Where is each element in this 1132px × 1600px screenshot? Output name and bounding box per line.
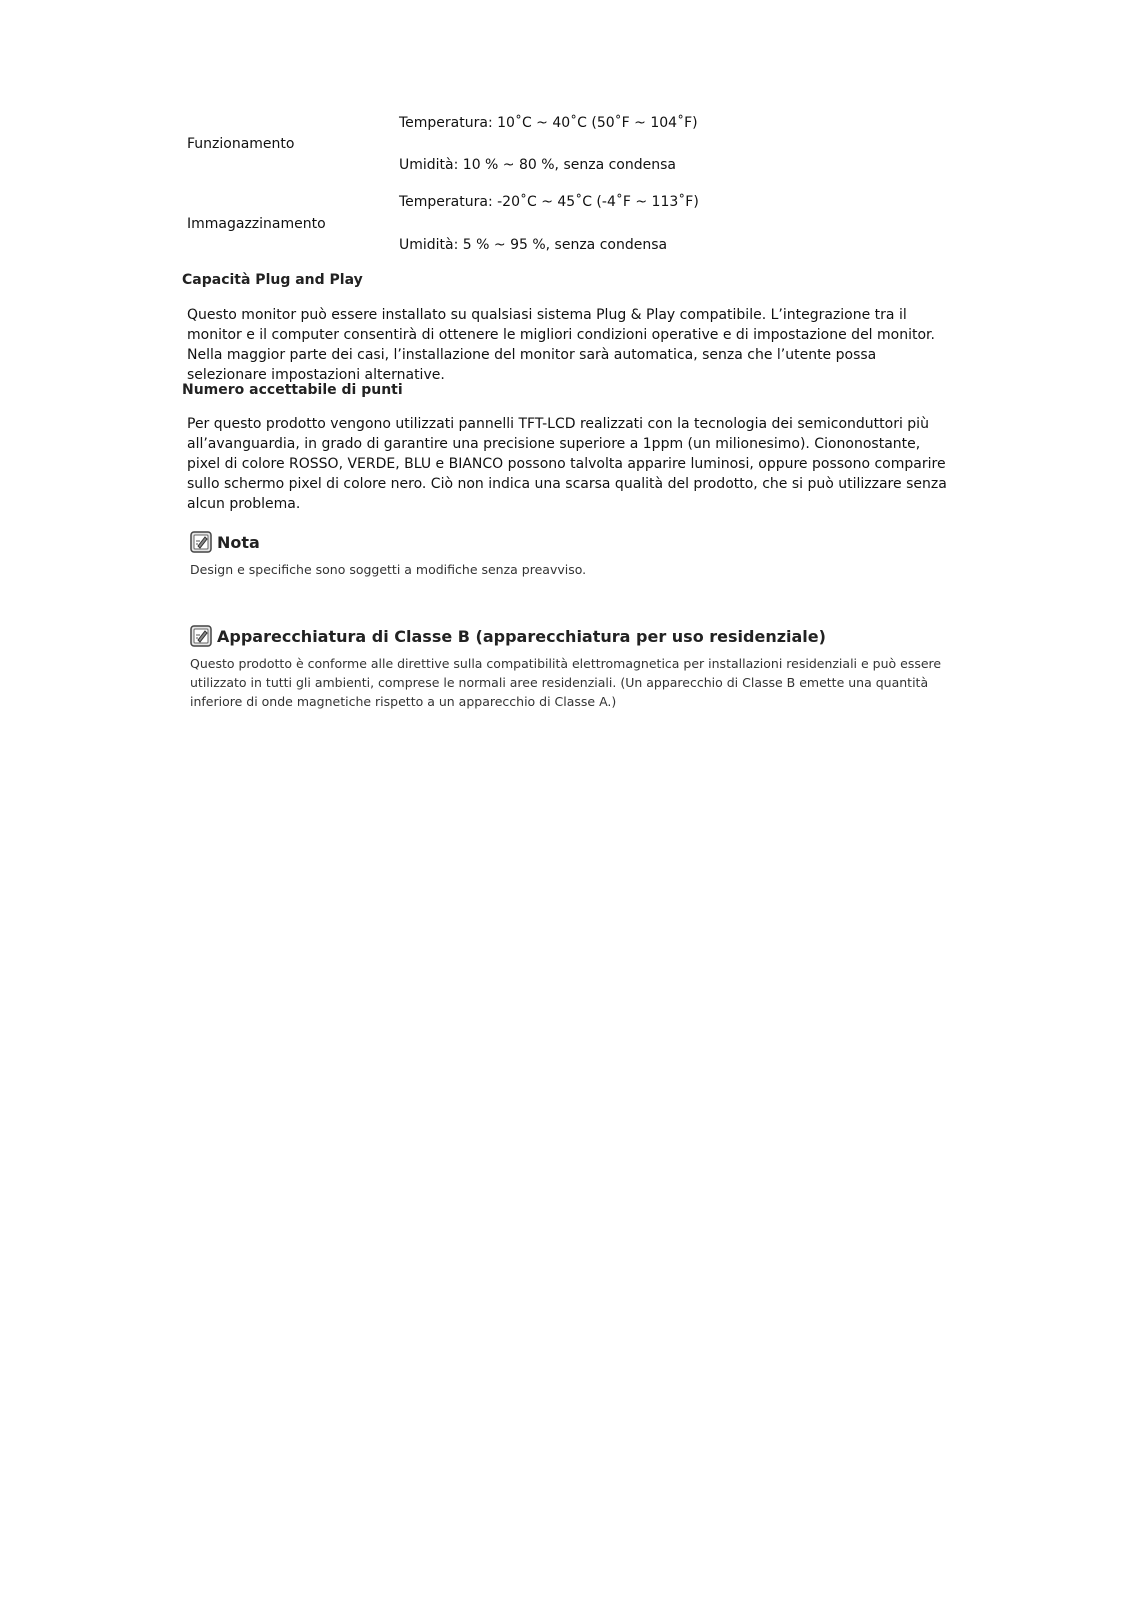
class-b-title: Apparecchiatura di Classe B (apparecchiatura per uso residenziale) [217, 627, 826, 646]
class-b-heading [190, 621, 826, 647]
class-b-text: Questo prodotto è conforme alle direttive sulla compatibilità elettromagnetica per installazioni residenziali e può essere utilizzato in tutti gli ambienti, comprese le normali aree residenziali. (Un apparecchio di Classe B emette una quantità inferiore di onde magnetiche rispetto a un apparecchio di Classe A.) [190, 656, 942, 709]
operation-temperature: Temperatura: 10˚C ~ 40˚C (50˚F ~ 104˚F) [399, 115, 698, 131]
plug-and-play-title: Capacità Plug and Play [182, 272, 363, 288]
operation-humidity: Umidità: 10 % ~ 80 %, senza condensa [399, 157, 676, 173]
storage-temperature: Temperatura: -20˚C ~ 45˚C (-4˚F ~ 113˚F) [399, 194, 699, 210]
storage-label: Immagazzinamento [187, 216, 326, 232]
note-title: Nota [217, 533, 260, 552]
note-icon [190, 531, 212, 553]
storage-humidity: Umidità: 5 % ~ 95 %, senza condensa [399, 237, 668, 253]
note-icon [190, 625, 212, 647]
pixels-title: Numero accettabile di punti [182, 382, 403, 398]
note-text: Design e specifiche sono soggetti a modifiche senza preavviso. [190, 562, 587, 577]
note-heading [190, 527, 260, 553]
operation-label: Funzionamento [187, 136, 295, 152]
plug-and-play-text: Questo monitor può essere installato su qualsiasi sistema Plug & Play compatibile. L’integrazione tra il monitor e il computer consentirà di ottenere le migliori condizioni operative e di impostazione del monitor. Nella maggior parte dei casi, l’installazione del monitor sarà automatica, senza che l’utente possa selezionare impostazioni alternative. [187, 307, 935, 383]
pixels-text: Per questo prodotto vengono utilizzati pannelli TFT-LCD realizzati con la tecnologia dei semiconduttori più all’avanguardia, in grado di garantire una precisione superiore a 1ppm (un milionesimo). Ciononostante, pixel di colore ROSSO, VERDE, BLU e BIANCO possono talvolta apparire luminosi, oppure possono comparire sullo schermo pixel di colore nero. Ciò non indica una scarsa qualità del prodotto, che si può utilizzare senza alcun problema. [187, 416, 947, 512]
